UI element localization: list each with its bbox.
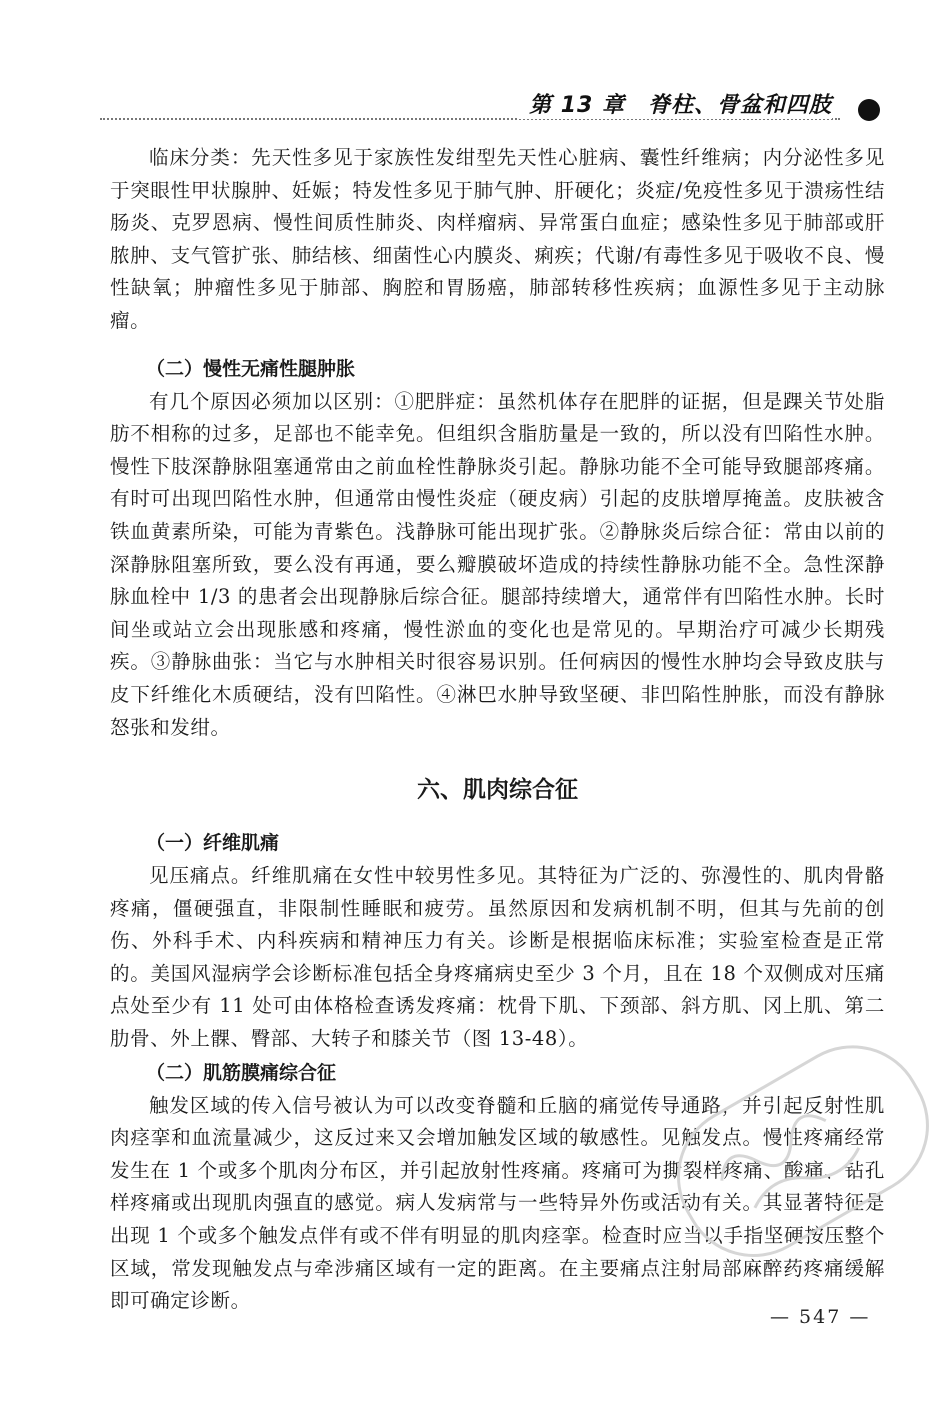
edema-paragraph: 有几个原因必须加以区别：①肥胖症：虽然机体存在肥胖的证据，但是踝关节处脂肪不相称的过多，足部也不能幸免。但组织含脂肪量是一致的，所以没有凹陷性水肿。慢性下肢深静脉阻塞通常由之前血栓性静脉炎引起。静脉功能不全可能导致腿部疼痛。有时可出现凹陷性水肿，但通常由慢性炎症（硬皮病）引起的皮肤增厚掩盖。皮肤被含铁血黄素所染，可能为青紫色。浅静脉可能出现扩张。②静脉炎后综合征：常由以前的深静脉阻塞所致，要么没有再通，要么瓣膜破坏造成的持续性静脉功能不全。急性深静脉血栓中 1/3 的患者会出现静脉后综合征。腿部持续增大，通常伴有凹陷性水肿。长时间坐或站立会出现胀感和疼痛，慢性淤血的变化也是常见的。早期治疗可减少长期残疾。③静脉曲张：当它与水肿相关时很容易识别。任何病因的慢性水肿均会导致皮肤与皮下纤维化木质硬结，没有凹陷性。④淋巴水肿导致坚硬、非凹陷性肿胀，而没有静脉怒张和发绀。 xyxy=(110,389,885,739)
fibromyalgia-heading: （一）纤维肌痛 xyxy=(146,832,280,855)
intro-paragraph: 临床分类：先天性多见于家族性发绀型先天性心脏病、囊性纤维病；内分泌性多见于突眼性甲状腺肿、妊娠；特发性多见于肺气肿、肝硬化；炎症/免疫性多见于溃疡性结肠炎、克罗恩病、慢性间质性肺炎、肉样瘤病、异常蛋白血症；感染性多见于肺部或肝脓肿、支气管扩张、肺结核、细菌性心内膜炎、痢疾；代谢/有毒性多见于吸收不良、慢性缺氧；肿瘤性多见于肺部、胸腔和胃肠癌，肺部转移性疾病；血源性多见于主动脉瘤。 xyxy=(110,146,885,332)
myofascial-heading: （二）肌筋膜痛综合征 xyxy=(146,1061,337,1084)
edema-heading: （二）慢性无痛性腿肿胀 xyxy=(146,357,356,380)
fibromyalgia-paragraph: 见压痛点。纤维肌痛在女性中较男性多见。其特征为广泛的、弥漫性的、肌肉骨骼疼痛，僵硬强直，非限制性睡眠和疲劳。虽然原因和发病机制不明，但其与先前的创伤、外科手术、内科疾病和精神压力有关。诊断是根据临床标准；实验室检查是正常的。美国风湿病学会诊断标准包括全身疼痛病史至少 3 个月，且在 18 个双侧成对压痛点处至少有 11 处可由体格检查诱发疼痛：枕骨下肌、下颈部、斜方肌、冈上肌、第二肋骨、外上髁、臀部、大转子和膝关节（图 13-48）。 xyxy=(110,864,885,1051)
myofascial-paragraph: 触发区域的传入信号被认为可以改变脊髓和丘脑的痛觉传导通路，并引起反射性肌肉痉挛和血流量减少，这反过来又会增加触发区域的敏感性。见触发点。慢性疼痛经常发生在 1 个或多个肌肉分布区，并引起放射性疼痛。疼痛可为撕裂样疼痛、酸痛、钻孔样疼痛或出现肌肉强直的感觉。病人发病常与一些特异外伤或活动有关。其显著特征是出现 1 个或多个触发点伴有或不伴有明显的肌肉痉挛。检查时应当以手指坚硬按压整个区域，常发现触发点与牵涉痛区域有一定的距离。在主要痛点注射局部麻醉药疼痛缓解即可确定诊断。 xyxy=(110,1093,885,1313)
header-bullet-dot-icon xyxy=(858,99,880,121)
page-body xyxy=(110,142,885,1318)
chapter-title: 第 13 章 脊柱、骨盆和四肢 xyxy=(519,88,832,119)
running-header xyxy=(100,78,880,122)
section-six-title: 六、肌肉综合征 xyxy=(417,777,578,804)
page-number: — 547 — xyxy=(770,1306,871,1328)
